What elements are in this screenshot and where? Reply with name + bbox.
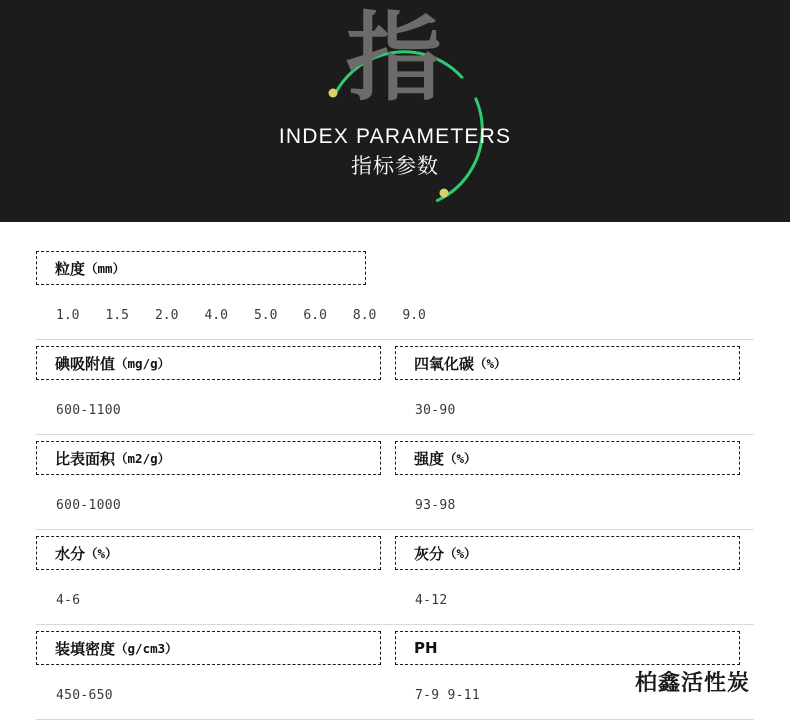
strength-value: 93-98 — [415, 497, 456, 513]
moisture-value: 4-6 — [56, 592, 81, 608]
table-row — [36, 244, 754, 292]
index-parameters-table-section — [0, 222, 790, 711]
label-box-granularity — [36, 251, 366, 285]
surface-area-unit: （m2/g） — [115, 451, 171, 467]
surface-area-label: 比表面积 — [55, 449, 116, 468]
strength-label: 强度 — [414, 449, 445, 468]
table-row — [36, 577, 754, 624]
size-value: 1.0 — [56, 307, 80, 323]
granularity-unit: （mm） — [85, 261, 126, 276]
header-title-cn: 指标参数 — [351, 154, 439, 178]
moisture-label: 水分 — [55, 544, 86, 563]
label-box-strength — [395, 441, 740, 475]
table-row — [36, 434, 754, 482]
label-box-ccl4 — [395, 346, 740, 380]
label-box-iodine — [36, 346, 381, 380]
table-cell-bulk-density-value — [36, 672, 395, 719]
header-title-en: INDEX PARAMETERS — [278, 125, 512, 148]
table-cell-bulk-density-label — [36, 624, 395, 672]
ash-label: 灰分 — [414, 544, 445, 563]
bulk-density-label: 装填密度 — [55, 639, 116, 658]
table-row — [36, 624, 754, 672]
label-box-ash — [395, 536, 740, 570]
table-cell-moisture-value — [36, 577, 395, 624]
ccl4-unit: （%） — [474, 356, 507, 372]
size-value: 5.0 — [253, 307, 278, 323]
table-cell-ash-label — [395, 529, 754, 577]
table-cell-surface-area-value — [36, 482, 395, 529]
ccl4-value: 30-90 — [415, 402, 456, 418]
index-parameters-table — [36, 244, 754, 720]
ph-label: PH — [414, 639, 438, 658]
label-box-bulk-density — [36, 631, 381, 665]
size-value: 1.5 — [105, 307, 129, 323]
table-cell-ph-label — [395, 624, 754, 672]
table-row — [36, 339, 754, 387]
ph-value: 7-9 9-11 — [415, 687, 481, 703]
table-row — [36, 292, 754, 339]
iodine-label: 碘吸附值 — [55, 354, 116, 373]
table-cell-iodine-value — [36, 387, 395, 434]
moisture-unit: （%） — [85, 546, 118, 562]
ccl4-label: 四氧化碳 — [414, 354, 475, 373]
table-cell-moisture-label — [36, 529, 395, 577]
iodine-unit: （mg/g） — [115, 356, 171, 372]
table-cell-strength-label — [395, 434, 754, 482]
size-value: 8.0 — [352, 307, 377, 323]
table-cell-granularity-values — [36, 292, 754, 339]
table-row — [36, 482, 754, 529]
label-box-ph — [395, 631, 740, 665]
table-cell-surface-area-label — [36, 434, 395, 482]
label-box-moisture — [36, 536, 381, 570]
label-box-surface-area — [36, 441, 381, 475]
ash-unit: （%） — [444, 546, 477, 562]
size-value: 9.0 — [402, 307, 426, 323]
brand-watermark: 柏鑫活性炭 — [634, 671, 750, 696]
table-cell-granularity-label — [36, 244, 754, 292]
surface-area-value: 600-1000 — [56, 497, 122, 513]
bulk-density-value: 450-650 — [56, 687, 113, 703]
bulk-density-unit: （g/cm3） — [115, 641, 178, 657]
table-cell-strength-value — [395, 482, 754, 529]
size-value: 2.0 — [154, 307, 179, 323]
table-cell-ash-value — [395, 577, 754, 624]
strength-unit: （%） — [444, 451, 477, 467]
table-cell-ccl4-label — [395, 339, 754, 387]
table-cell-iodine-label — [36, 339, 395, 387]
header-content — [0, 0, 790, 222]
iodine-value: 600-1100 — [56, 402, 122, 418]
size-value: 4.0 — [204, 307, 228, 323]
size-value: 6.0 — [303, 307, 327, 323]
header-big-character: 指 — [346, 2, 444, 114]
table-row — [36, 387, 754, 434]
granularity-label: 粒度 — [55, 259, 86, 278]
table-row — [36, 529, 754, 577]
header-banner — [0, 0, 790, 222]
granularity-values-list — [36, 308, 754, 323]
ash-value: 4-12 — [415, 592, 448, 608]
table-cell-ccl4-value — [395, 387, 754, 434]
